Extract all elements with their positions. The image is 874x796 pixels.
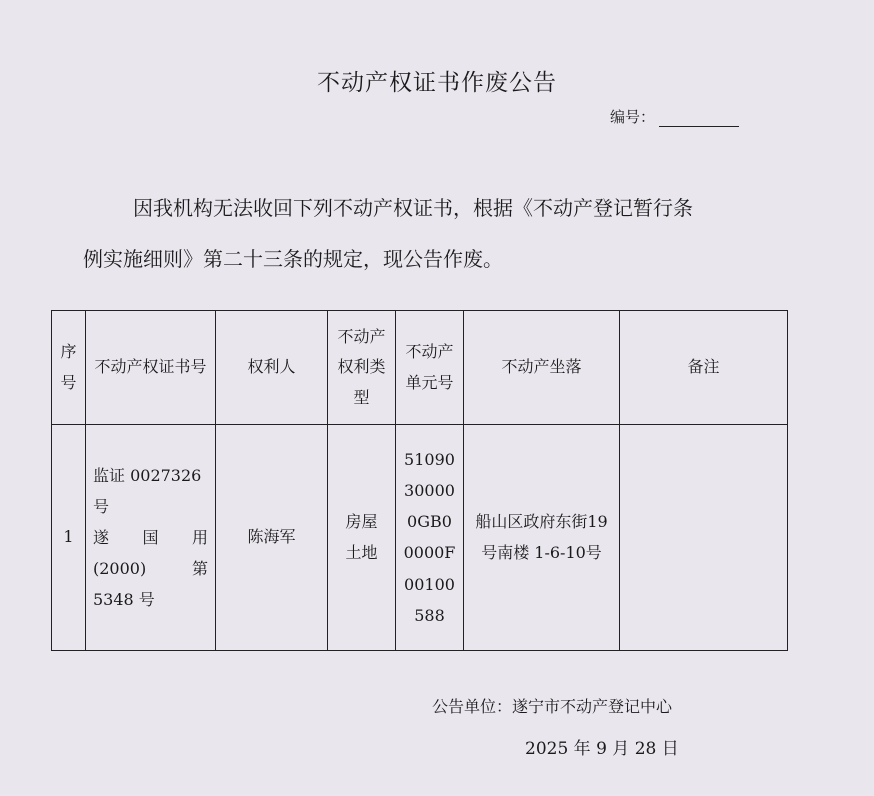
table-header-row (52, 311, 788, 425)
header-owner: 权利人 (216, 311, 328, 425)
cell-owner: 陈海军 (216, 425, 328, 651)
issue-date: 2025 年 9 月 28 日 (525, 739, 679, 759)
document-number (610, 106, 739, 127)
header-cert-no: 不动产权证书号 (86, 311, 216, 425)
void-certificate-table (51, 310, 788, 651)
cell-remark (620, 425, 788, 651)
page-title: 不动产权证书作废公告 (317, 70, 557, 96)
cell-unit-no: 51090300000GB00000F00100588 (396, 425, 464, 651)
cert-line: 遂 国 用 (93, 527, 208, 547)
header-location: 不动产坐落 (464, 311, 620, 425)
number-label: 编号： (610, 108, 656, 126)
cell-seq: 1 (52, 425, 86, 651)
cell-location: 船山区政府东街19号南楼 1-6-10号 (464, 425, 620, 651)
body-line-1: 因我机构无法收回下列不动产权证书，根据《不动产登记暂行条 (133, 196, 693, 220)
body-line-2: 例实施细则》第二十三条的规定，现公告作废。 (83, 247, 503, 271)
header-remark: 备注 (620, 311, 788, 425)
cell-right-type: 房屋 土地 (328, 425, 396, 651)
cert-line: 监证 0027326 (93, 465, 202, 485)
header-unit-no: 不动产单元号 (396, 311, 464, 425)
issuer: 公告单位：遂宁市不动产登记中心 (432, 697, 673, 716)
cell-cert-no (86, 425, 216, 651)
cert-line: (2000) 第 (93, 559, 208, 579)
header-right-type: 不动产权利类型 (328, 311, 396, 425)
cert-line: 5348 号 (93, 590, 155, 610)
header-seq: 序号 (52, 311, 86, 425)
cert-line: 号 (93, 496, 110, 516)
number-blank (659, 112, 739, 127)
table-row (52, 425, 788, 651)
